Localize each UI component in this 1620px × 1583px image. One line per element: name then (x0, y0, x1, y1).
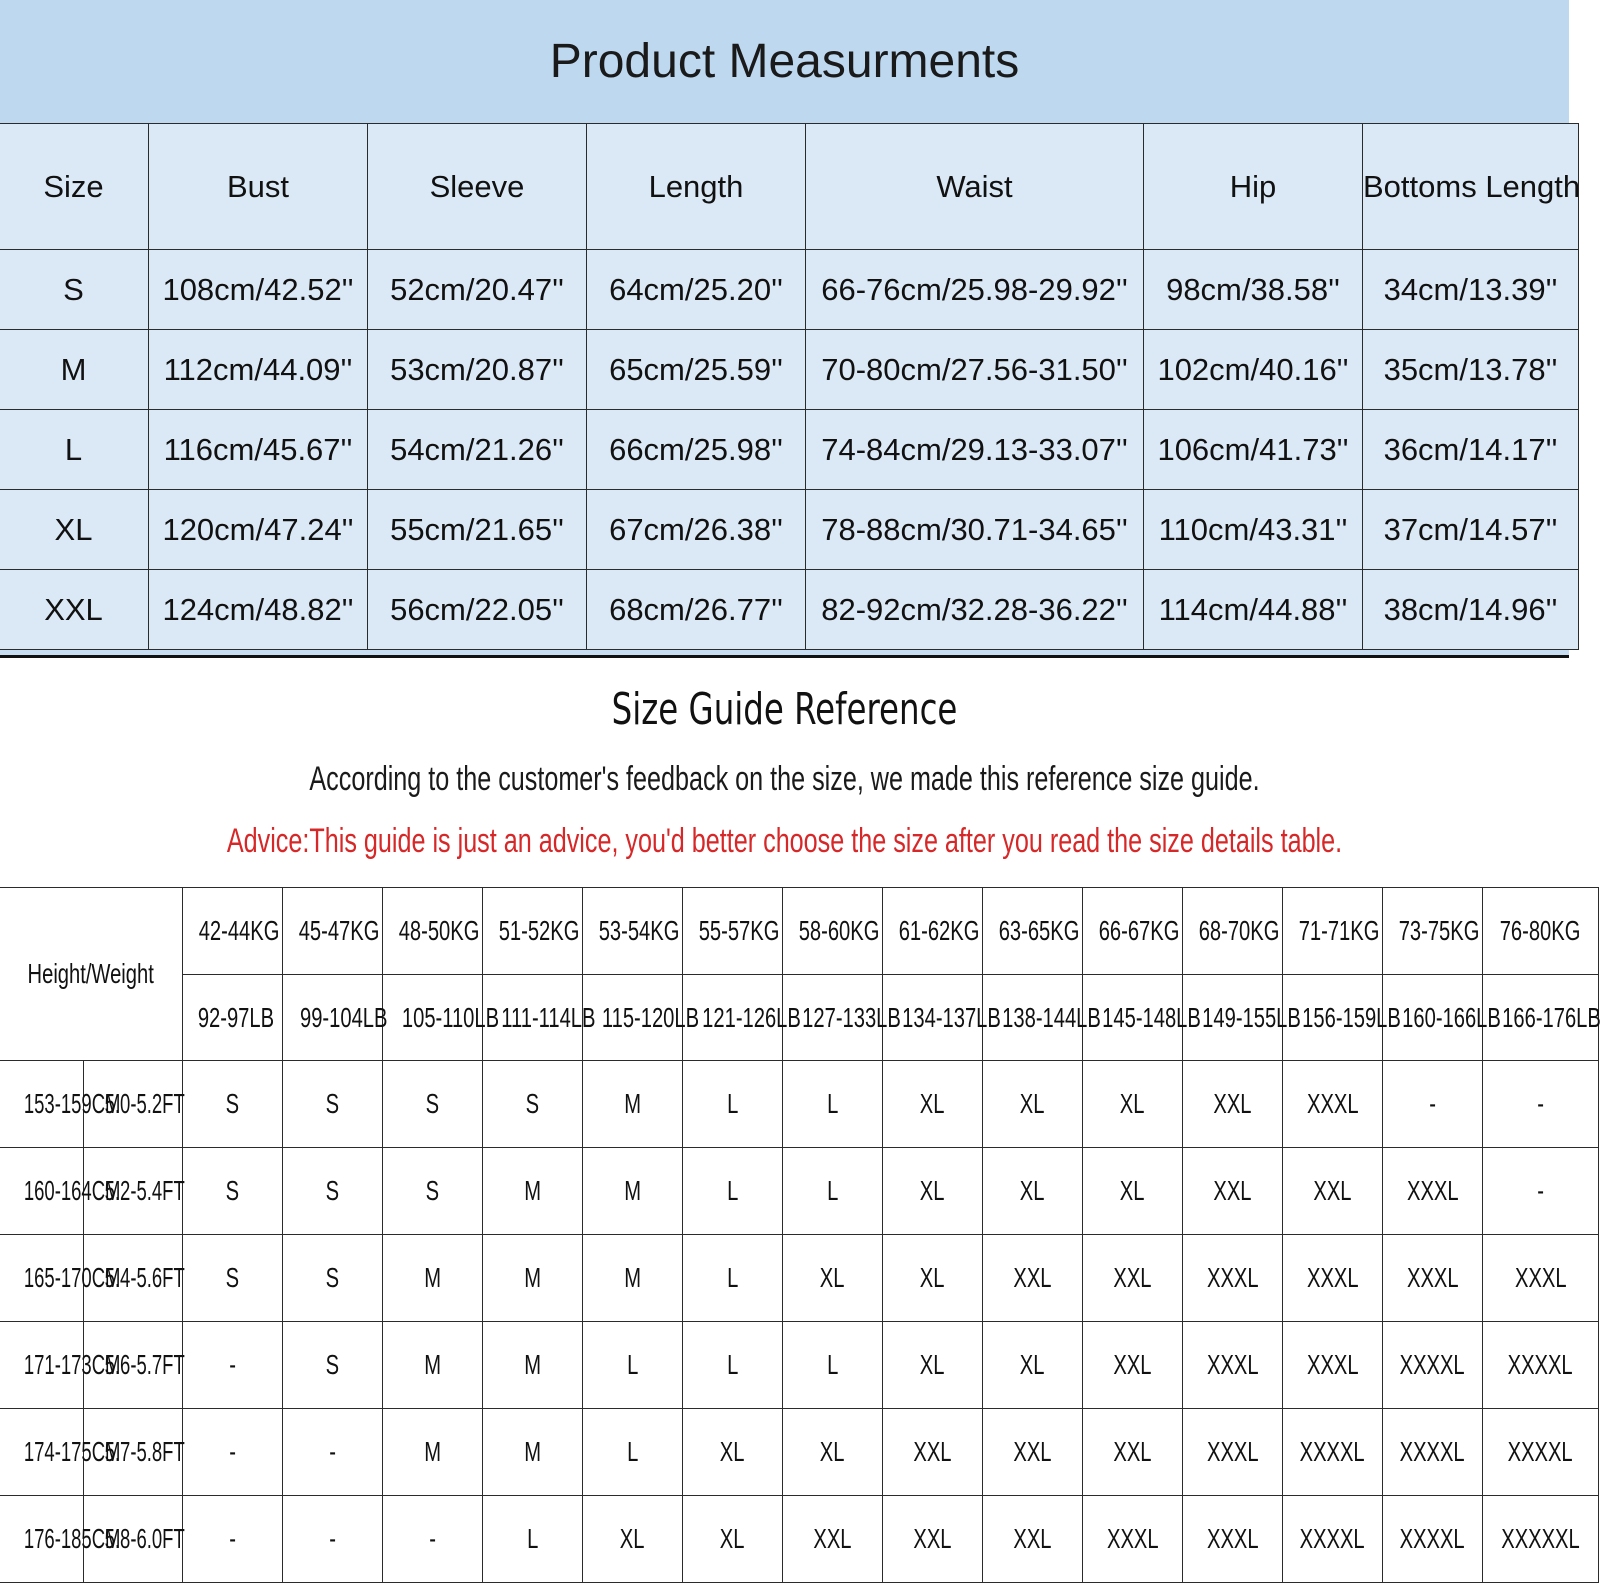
weight-kg-cell (683, 888, 783, 975)
measurements-header-cell: Length (587, 124, 806, 250)
weight-lb-label: 145-148LB (1102, 1001, 1201, 1033)
table-row (0, 490, 1579, 570)
recommended-size-cell (383, 1148, 483, 1235)
recommended-size-cell (1083, 1061, 1183, 1148)
recommended-size-cell (1483, 1061, 1599, 1148)
recommended-size-label: XXL (1113, 1349, 1152, 1380)
weight-kg-label: 61-62KG (898, 915, 980, 946)
recommended-size-label: M (424, 1262, 441, 1293)
weight-kg-cell (283, 888, 383, 975)
recommended-size-cell (783, 1409, 883, 1496)
size-label-cell: XL (0, 490, 149, 570)
recommended-size-label: S (425, 1088, 440, 1119)
recommended-size-label: M (424, 1436, 441, 1467)
recommended-size-cell (883, 1148, 983, 1235)
recommended-size-label: L (526, 1523, 539, 1554)
recommended-size-cell (583, 1322, 683, 1409)
recommended-size-cell (583, 1235, 683, 1322)
measurement-cell: 114cm/44.88'' (1144, 570, 1363, 650)
weight-kg-cell (883, 888, 983, 975)
recommended-size-cell (1383, 1148, 1483, 1235)
recommended-size-label: XXL (813, 1523, 852, 1554)
measurements-header-cell: Waist (806, 124, 1144, 250)
recommended-size-label: XL (720, 1523, 745, 1554)
recommended-size-cell (683, 1235, 783, 1322)
weight-lb-label: 149-155LB (1202, 1001, 1301, 1033)
recommended-size-cell (383, 1235, 483, 1322)
recommended-size-cell (183, 1235, 283, 1322)
measurement-cell: 110cm/43.31'' (1144, 490, 1363, 570)
recommended-size-label: - (1429, 1088, 1436, 1119)
recommended-size-label: - (229, 1523, 236, 1554)
height-cm-cell (0, 1148, 121, 1235)
recommended-size-label: M (624, 1175, 641, 1206)
weight-lb-label: 156-159LB (1302, 1001, 1401, 1033)
recommended-size-cell (1083, 1235, 1183, 1322)
weight-lb-cell (183, 975, 283, 1061)
recommended-size-cell (283, 1322, 383, 1409)
measurement-cell: 56cm/22.05'' (368, 570, 587, 650)
weight-lb-label: 138-144LB (1002, 1001, 1101, 1033)
recommended-size-label: XXL (1013, 1523, 1052, 1554)
recommended-size-label: XXL (1213, 1088, 1252, 1119)
measurement-cell: 64cm/25.20'' (587, 250, 806, 330)
measurement-cell: 124cm/48.82'' (149, 570, 368, 650)
height-ft-label: 5.0-5.2FT (104, 1088, 185, 1119)
weight-lb-label: 160-166LB (1402, 1001, 1501, 1033)
recommended-size-label: XXL (1013, 1262, 1052, 1293)
recommended-size-cell (483, 1409, 583, 1496)
recommended-size-label: XL (720, 1436, 745, 1467)
measurement-cell: 36cm/14.17'' (1363, 410, 1579, 490)
weight-kg-label: 58-60KG (798, 915, 880, 946)
recommended-size-label: XXXXL (1400, 1523, 1466, 1554)
weight-lb-label: 134-137LB (902, 1001, 1001, 1033)
recommended-size-label: XL (1120, 1088, 1145, 1119)
recommended-size-label: XL (1020, 1175, 1045, 1206)
guide-advice-text: Advice:This guide is just an advice, you'd better choose the size after you read the size details table. (226, 822, 1343, 860)
recommended-size-cell (383, 1061, 483, 1148)
recommended-size-cell (183, 1148, 283, 1235)
recommended-size-label: - (329, 1436, 336, 1467)
recommended-size-cell (883, 1496, 983, 1583)
recommended-size-cell (1283, 1496, 1383, 1583)
size-guide-table (0, 887, 1599, 1583)
weight-lb-cell (283, 975, 388, 1061)
measurement-cell: 34cm/13.39'' (1363, 250, 1579, 330)
recommended-size-label: L (726, 1349, 739, 1380)
recommended-size-cell (483, 1148, 583, 1235)
weight-lb-row (0, 975, 1599, 1061)
measurement-cell: 52cm/20.47'' (368, 250, 587, 330)
recommended-size-label: XL (1120, 1175, 1145, 1206)
recommended-size-cell (883, 1409, 983, 1496)
weight-lb-label: 99-104LB (300, 1001, 388, 1033)
recommended-size-label: XXL (1113, 1436, 1152, 1467)
recommended-size-cell (1083, 1409, 1183, 1496)
table-row (0, 1061, 1599, 1148)
recommended-size-label: XXXL (1206, 1436, 1259, 1467)
height-ft-label: 5.6-5.7FT (104, 1349, 185, 1380)
recommended-size-label: L (626, 1349, 639, 1380)
recommended-size-cell (1383, 1496, 1483, 1583)
weight-kg-cell (583, 888, 683, 975)
recommended-size-cell (783, 1496, 883, 1583)
height-ft-label: 5.8-6.0FT (104, 1523, 185, 1554)
measurements-header-cell: Bust (149, 124, 368, 250)
height-cm-cell (0, 1235, 121, 1322)
measurement-cell: 37cm/14.57'' (1363, 490, 1579, 570)
recommended-size-cell (683, 1496, 783, 1583)
recommended-size-cell (283, 1496, 383, 1583)
recommended-size-label: XXL (913, 1523, 952, 1554)
recommended-size-cell (983, 1061, 1083, 1148)
recommended-size-label: L (826, 1088, 839, 1119)
table-row (0, 250, 1579, 330)
weight-kg-cell (183, 888, 283, 975)
measurement-cell: 68cm/26.77'' (587, 570, 806, 650)
weight-kg-label: 53-54KG (598, 915, 680, 946)
measurement-cell: 82-92cm/32.28-36.22'' (806, 570, 1144, 650)
size-label-cell: S (0, 250, 149, 330)
height-cm-label: 174-175CM (23, 1436, 121, 1467)
table-row (0, 1496, 1599, 1583)
recommended-size-label: XXXXL (1508, 1349, 1574, 1380)
measurement-cell: 54cm/21.26'' (368, 410, 587, 490)
weight-lb-cell (383, 975, 500, 1061)
recommended-size-label: S (325, 1088, 340, 1119)
measurements-header-cell: Hip (1144, 124, 1363, 250)
height-ft-label: 5.7-5.8FT (104, 1436, 185, 1467)
recommended-size-cell (683, 1061, 783, 1148)
recommended-size-label: XL (920, 1349, 945, 1380)
recommended-size-cell (1083, 1148, 1183, 1235)
recommended-size-label: XL (1020, 1349, 1045, 1380)
size-label-cell: M (0, 330, 149, 410)
weight-kg-cell (1383, 888, 1483, 975)
measurements-header-row (0, 124, 1579, 250)
recommended-size-cell (1283, 1322, 1383, 1409)
recommended-size-cell (1183, 1061, 1283, 1148)
weight-lb-label: 105-110LB (401, 1001, 500, 1033)
measurement-cell: 74-84cm/29.13-33.07'' (806, 410, 1144, 490)
recommended-size-cell (483, 1061, 583, 1148)
recommended-size-label: - (329, 1523, 336, 1554)
table-row (0, 1235, 1599, 1322)
height-cm-label: 176-185CM (23, 1523, 121, 1554)
table-row (0, 1409, 1599, 1496)
recommended-size-cell (883, 1061, 983, 1148)
measurements-header-cell: Sleeve (368, 124, 587, 250)
measurements-title: Product Measurments (549, 35, 1020, 88)
recommended-size-label: XXXXL (1508, 1436, 1574, 1467)
recommended-size-label: M (524, 1436, 541, 1467)
measurement-cell: 112cm/44.09'' (149, 330, 368, 410)
recommended-size-cell (483, 1322, 583, 1409)
measurement-cell: 108cm/42.52'' (149, 250, 368, 330)
weight-kg-row (0, 888, 1599, 975)
weight-kg-label: 48-50KG (398, 915, 480, 946)
weight-kg-cell (1183, 888, 1283, 975)
weight-kg-label: 63-65KG (998, 915, 1080, 946)
recommended-size-label: - (229, 1436, 236, 1467)
recommended-size-label: XXXL (1306, 1262, 1359, 1293)
recommended-size-cell (183, 1496, 283, 1583)
height-weight-corner (0, 888, 183, 1061)
recommended-size-cell (683, 1148, 783, 1235)
recommended-size-cell (283, 1061, 383, 1148)
measurements-table (0, 123, 1579, 650)
recommended-size-label: XL (920, 1262, 945, 1293)
recommended-size-label: S (325, 1175, 340, 1206)
measurement-cell: 65cm/25.59'' (587, 330, 806, 410)
weight-kg-label: 76-80KG (1500, 915, 1581, 946)
weight-kg-label: 51-52KG (498, 915, 580, 946)
height-cm-cell (0, 1409, 121, 1496)
corner-label: Height/Weight (27, 958, 154, 989)
recommended-size-cell (883, 1235, 983, 1322)
recommended-size-label: - (229, 1349, 236, 1380)
recommended-size-cell (983, 1148, 1083, 1235)
recommended-size-label: S (225, 1175, 240, 1206)
size-label-cell: L (0, 410, 149, 490)
measurement-cell: 55cm/21.65'' (368, 490, 587, 570)
weight-lb-label: 115-120LB (601, 1001, 700, 1033)
measurement-cell: 67cm/26.38'' (587, 490, 806, 570)
recommended-size-cell (183, 1409, 283, 1496)
height-ft-label: 5.4-5.6FT (104, 1262, 185, 1293)
recommended-size-cell (383, 1496, 483, 1583)
weight-lb-cell (583, 975, 700, 1061)
recommended-size-cell (1383, 1409, 1483, 1496)
recommended-size-cell (1483, 1322, 1599, 1409)
weight-kg-cell (783, 888, 883, 975)
weight-kg-cell (1083, 888, 1183, 975)
recommended-size-cell (383, 1409, 483, 1496)
measurement-cell: 53cm/20.87'' (368, 330, 587, 410)
recommended-size-cell (1383, 1235, 1483, 1322)
recommended-size-label: S (225, 1088, 240, 1119)
recommended-size-label: L (626, 1436, 639, 1467)
recommended-size-label: XL (820, 1262, 845, 1293)
weight-kg-cell (983, 888, 1083, 975)
weight-lb-label: 166-176LB (1502, 1001, 1601, 1033)
recommended-size-cell (683, 1322, 783, 1409)
recommended-size-cell (983, 1235, 1083, 1322)
height-cm-cell (0, 1322, 121, 1409)
recommended-size-label: XXL (1213, 1175, 1252, 1206)
weight-kg-cell (383, 888, 483, 975)
measurement-cell: 70-80cm/27.56-31.50'' (806, 330, 1144, 410)
measurements-header-cell: Size (0, 124, 149, 250)
recommended-size-cell (583, 1148, 683, 1235)
recommended-size-label: XXXL (1206, 1523, 1259, 1554)
recommended-size-cell (683, 1409, 783, 1496)
measurement-cell: 120cm/47.24'' (149, 490, 368, 570)
recommended-size-cell (383, 1322, 483, 1409)
recommended-size-label: XXXL (1406, 1262, 1459, 1293)
height-cm-cell (0, 1061, 121, 1148)
recommended-size-label: L (826, 1349, 839, 1380)
recommended-size-label: L (826, 1175, 839, 1206)
weight-kg-label: 55-57KG (698, 915, 780, 946)
measurement-cell: 66-76cm/25.98-29.92'' (806, 250, 1144, 330)
table-row (0, 330, 1579, 410)
recommended-size-label: M (624, 1088, 641, 1119)
weight-kg-label: 42-44KG (198, 915, 280, 946)
weight-lb-label: 121-126LB (702, 1001, 801, 1033)
recommended-size-cell (1183, 1496, 1283, 1583)
recommended-size-cell (1483, 1235, 1599, 1322)
recommended-size-cell (483, 1235, 583, 1322)
recommended-size-label: XXXL (1306, 1088, 1359, 1119)
guide-intro-text: According to the customer's feedback on the size, we made this reference size guide. (309, 760, 1260, 798)
recommended-size-cell (1283, 1235, 1383, 1322)
recommended-size-cell (1483, 1148, 1599, 1235)
recommended-size-cell (883, 1322, 983, 1409)
recommended-size-label: XXXXXL (1501, 1523, 1580, 1554)
recommended-size-cell (1183, 1322, 1283, 1409)
recommended-size-label: XXXL (1514, 1262, 1567, 1293)
recommended-size-cell (1183, 1235, 1283, 1322)
weight-kg-label: 73-75KG (1398, 915, 1480, 946)
recommended-size-label: XL (920, 1088, 945, 1119)
weight-kg-label: 68-70KG (1198, 915, 1280, 946)
recommended-size-cell (983, 1322, 1083, 1409)
recommended-size-label: S (525, 1088, 540, 1119)
product-measurements-section (0, 0, 1581, 658)
weight-kg-label: 45-47KG (298, 915, 380, 946)
recommended-size-label: XXXL (1106, 1523, 1159, 1554)
weight-kg-label: 66-67KG (1098, 915, 1180, 946)
table-row (0, 1322, 1599, 1409)
recommended-size-label: M (524, 1262, 541, 1293)
weight-kg-cell (1283, 888, 1383, 975)
recommended-size-cell (783, 1148, 883, 1235)
recommended-size-cell (283, 1148, 383, 1235)
height-cm-label: 171-173CM (23, 1349, 121, 1380)
table-row (0, 410, 1579, 490)
recommended-size-label: S (325, 1349, 340, 1380)
weight-lb-label: 111-114LB (501, 1001, 596, 1033)
weight-kg-label: 71-71KG (1298, 915, 1380, 946)
recommended-size-label: S (425, 1175, 440, 1206)
recommended-size-label: L (726, 1088, 739, 1119)
recommended-size-cell (183, 1322, 283, 1409)
weight-kg-cell (1483, 888, 1599, 975)
recommended-size-cell (1383, 1322, 1483, 1409)
recommended-size-label: L (726, 1175, 739, 1206)
measurement-cell: 102cm/40.16'' (1144, 330, 1363, 410)
recommended-size-label: XL (920, 1175, 945, 1206)
recommended-size-cell (183, 1061, 283, 1148)
recommended-size-label: S (325, 1262, 340, 1293)
recommended-size-cell (1383, 1061, 1483, 1148)
recommended-size-label: XXL (1113, 1262, 1152, 1293)
measurement-cell: 35cm/13.78'' (1363, 330, 1579, 410)
recommended-size-cell (983, 1409, 1083, 1496)
recommended-size-label: XL (820, 1436, 845, 1467)
measurement-cell: 78-88cm/30.71-34.65'' (806, 490, 1144, 570)
measurements-header-cell: Bottoms Length (1363, 124, 1579, 250)
recommended-size-cell (983, 1496, 1083, 1583)
section-divider (0, 655, 1569, 658)
weight-lb-label: 127-133LB (802, 1001, 901, 1033)
recommended-size-label: XXL (913, 1436, 952, 1467)
recommended-size-cell (1083, 1496, 1183, 1583)
measurement-cell: 98cm/38.58'' (1144, 250, 1363, 330)
recommended-size-label: M (424, 1349, 441, 1380)
recommended-size-label: M (524, 1349, 541, 1380)
recommended-size-cell (783, 1322, 883, 1409)
recommended-size-cell (283, 1409, 383, 1496)
measurements-title-band (0, 0, 1569, 123)
recommended-size-label: - (429, 1523, 436, 1554)
recommended-size-cell (583, 1409, 683, 1496)
recommended-size-label: XXXXL (1300, 1436, 1366, 1467)
guide-title: Size Guide Reference (611, 684, 958, 735)
recommended-size-label: XXXL (1406, 1175, 1459, 1206)
recommended-size-label: M (624, 1262, 641, 1293)
recommended-size-cell (783, 1235, 883, 1322)
recommended-size-label: XXXL (1206, 1349, 1259, 1380)
height-cm-label: 165-170CM (23, 1262, 121, 1293)
recommended-size-label: XXXXL (1400, 1436, 1466, 1467)
height-ft-label: 5.2-5.4FT (104, 1175, 185, 1206)
measurement-cell: 106cm/41.73'' (1144, 410, 1363, 490)
recommended-size-cell (483, 1496, 583, 1583)
recommended-size-label: - (1537, 1088, 1544, 1119)
recommended-size-label: XL (1020, 1088, 1045, 1119)
recommended-size-label: S (225, 1262, 240, 1293)
recommended-size-cell (583, 1496, 683, 1583)
recommended-size-cell (1083, 1322, 1183, 1409)
recommended-size-cell (783, 1061, 883, 1148)
recommended-size-label: XXXL (1306, 1349, 1359, 1380)
recommended-size-label: - (1537, 1175, 1544, 1206)
recommended-size-label: XXL (1013, 1436, 1052, 1467)
measurement-cell: 116cm/45.67'' (149, 410, 368, 490)
table-row (0, 570, 1579, 650)
recommended-size-cell (1183, 1409, 1283, 1496)
measurement-cell: 66cm/25.98'' (587, 410, 806, 490)
recommended-size-label: M (524, 1175, 541, 1206)
measurement-cell: 38cm/14.96'' (1363, 570, 1579, 650)
weight-lb-label: 92-97LB (197, 1001, 275, 1033)
weight-kg-cell (483, 888, 583, 975)
recommended-size-cell (283, 1235, 383, 1322)
recommended-size-label: XXL (1313, 1175, 1352, 1206)
recommended-size-cell (1483, 1409, 1599, 1496)
recommended-size-label: XL (620, 1523, 645, 1554)
recommended-size-cell (1283, 1148, 1383, 1235)
recommended-size-label: XXXXL (1300, 1523, 1366, 1554)
recommended-size-cell (583, 1061, 683, 1148)
recommended-size-cell (1283, 1409, 1383, 1496)
recommended-size-label: L (726, 1262, 739, 1293)
table-row (0, 1148, 1599, 1235)
recommended-size-label: XXXL (1206, 1262, 1259, 1293)
recommended-size-cell (1283, 1061, 1383, 1148)
recommended-size-cell (1483, 1496, 1599, 1583)
recommended-size-cell (1183, 1148, 1283, 1235)
size-label-cell: XXL (0, 570, 149, 650)
height-cm-label: 153-159CM (23, 1088, 121, 1119)
height-cm-label: 160-164CM (23, 1175, 121, 1206)
height-cm-cell (0, 1496, 121, 1583)
recommended-size-label: XXXXL (1400, 1349, 1466, 1380)
